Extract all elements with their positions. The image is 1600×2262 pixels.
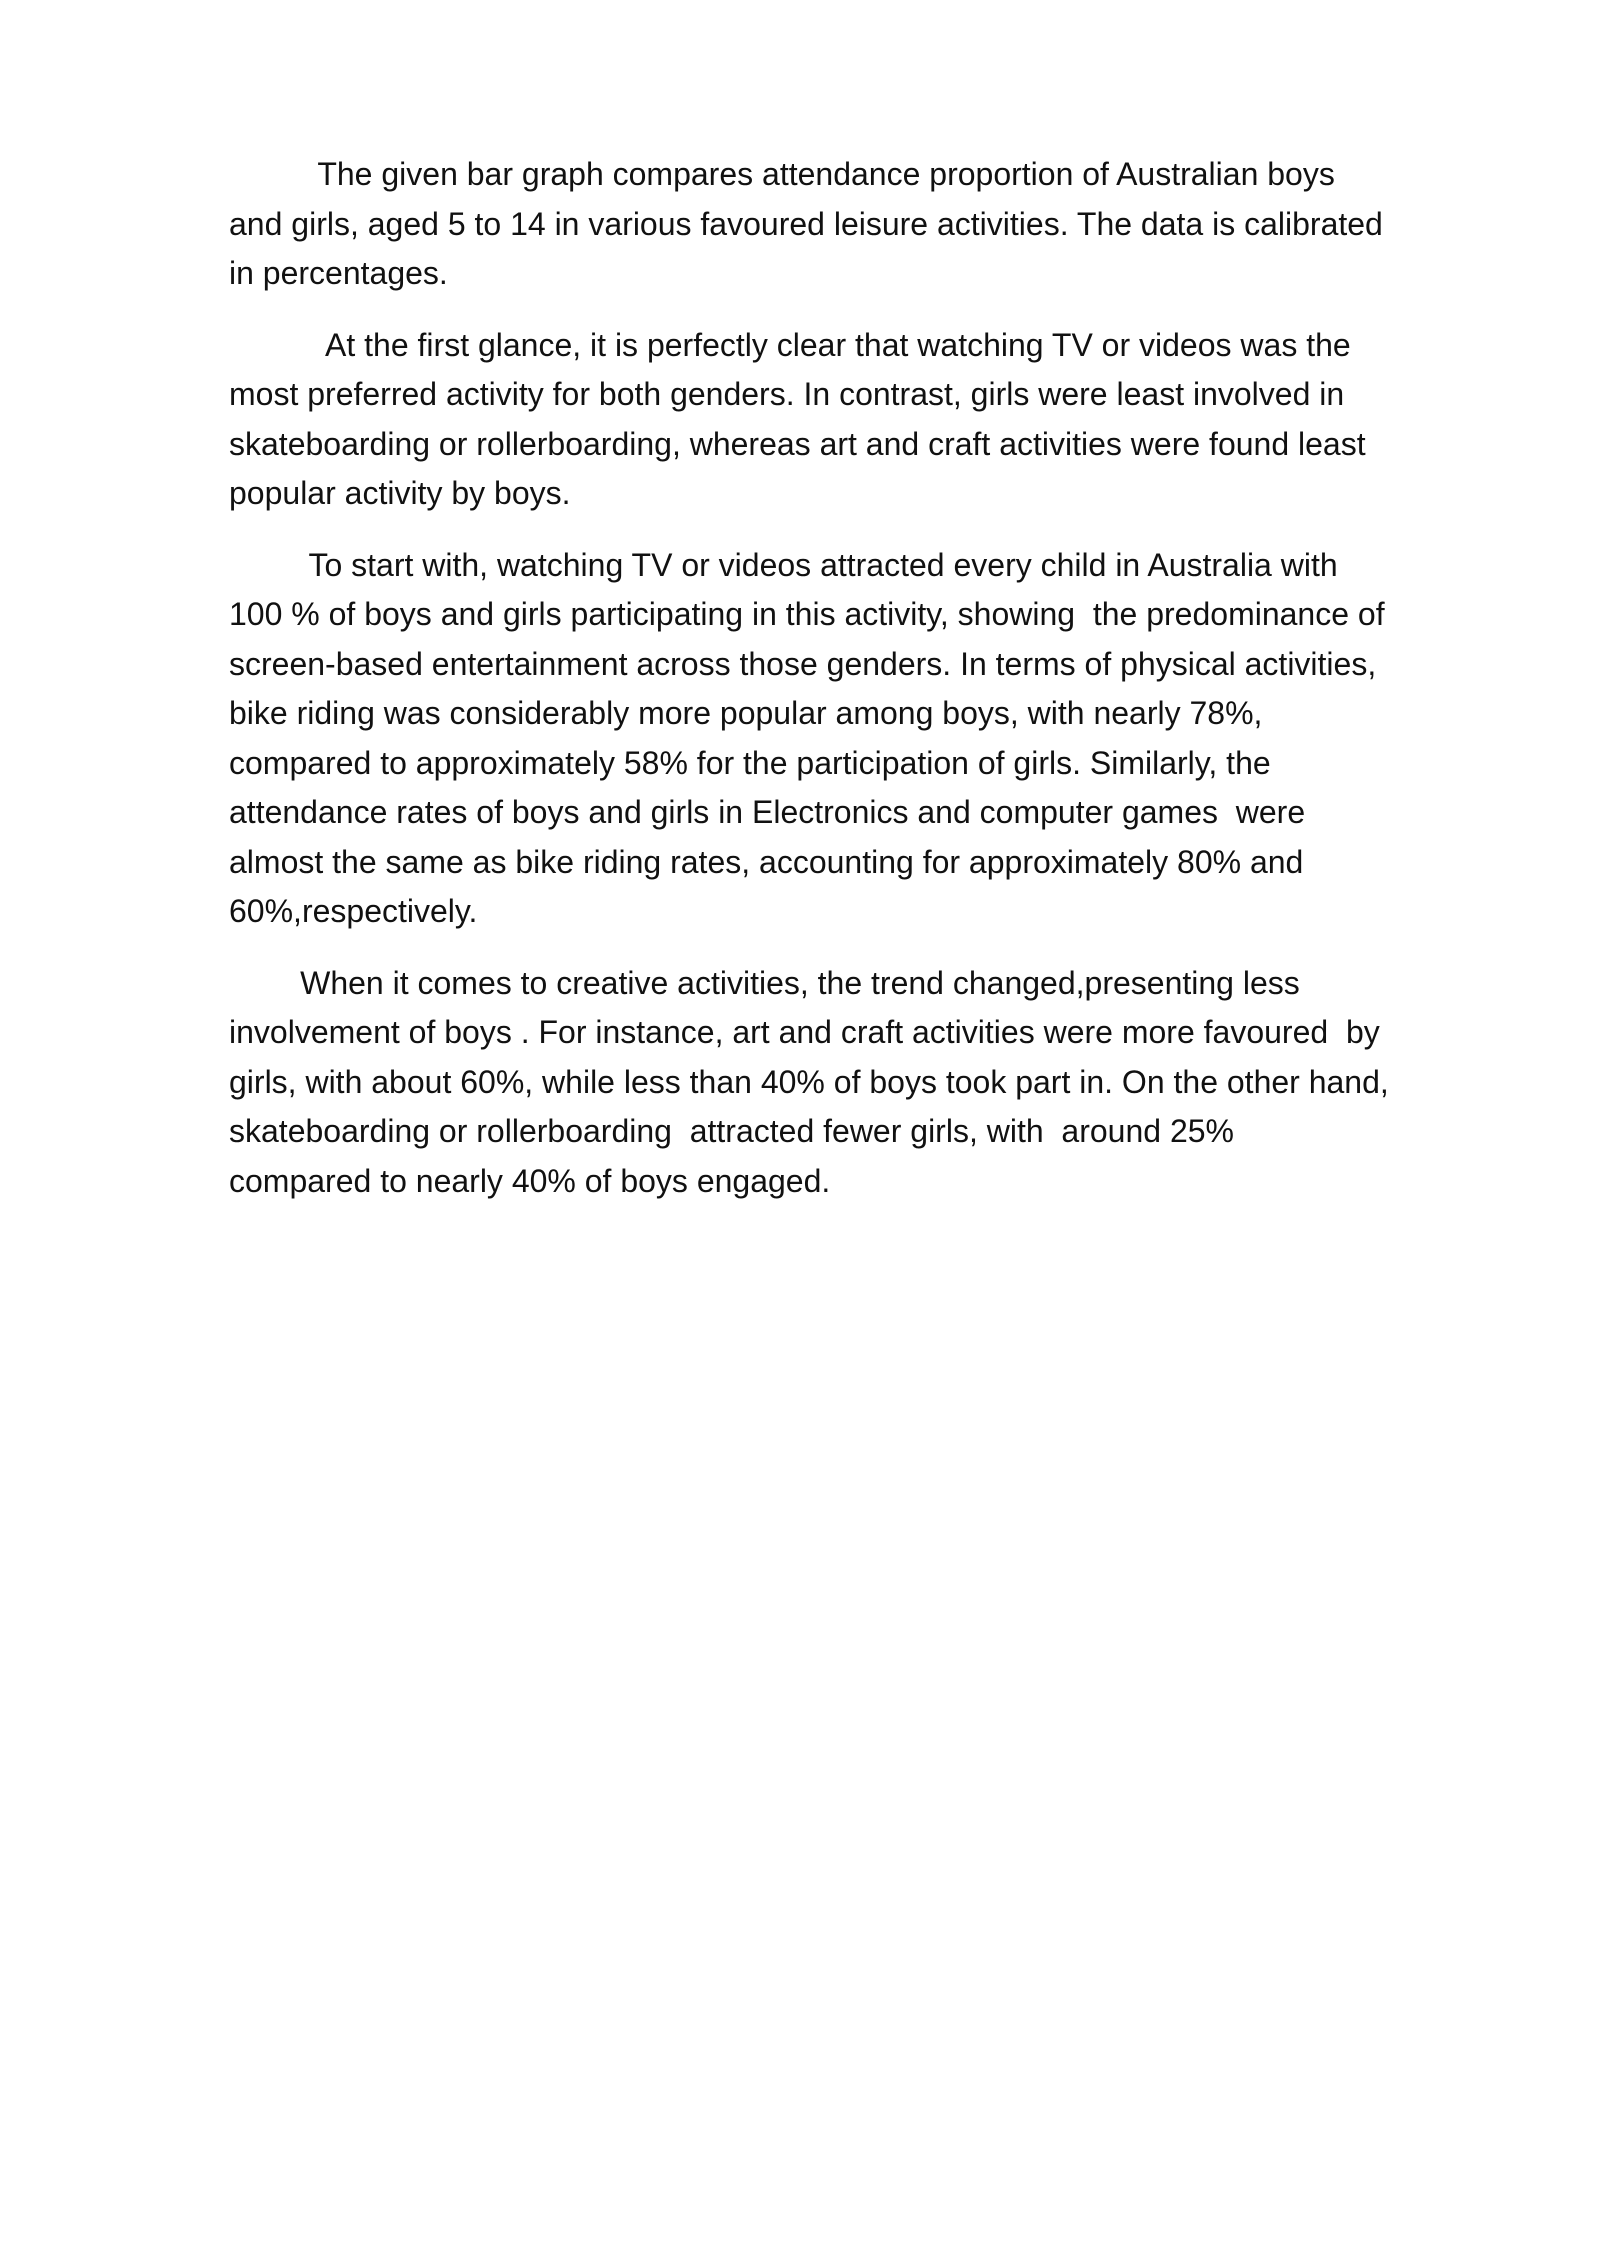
text-line: skateboarding or rollerboarding, whereas art and craft activities were found least xyxy=(229,425,1366,462)
text-line: compared to nearly 40% of boys engaged. xyxy=(229,1162,831,1199)
text-line: attendance rates of boys and girls in Electronics and computer games were xyxy=(229,794,1306,830)
paragraph-body-1 xyxy=(229,541,1504,937)
paragraph-body-2 xyxy=(229,959,1504,1207)
paragraph-introduction xyxy=(229,150,1504,299)
text-line: When it comes to creative activities, the trend changed,presenting less xyxy=(229,964,1300,1001)
text-line: and girls, aged 5 to 14 in various favoured leisure activities. The data is calibrated xyxy=(229,205,1383,242)
text-line: skateboarding or rollerboarding attracted fewer girls, with around 25% xyxy=(229,1113,1234,1149)
text-line: girls, with about 60%, while less than 40% of boys took part in. On the other hand, xyxy=(229,1063,1389,1100)
text-line: compared to approximately 58% for the participation of girls. Similarly, the xyxy=(229,744,1271,781)
text-line: most preferred activity for both genders. In contrast, girls were least involved in xyxy=(229,376,1345,412)
text-line: almost the same as bike riding rates, accounting for approximately 80% and xyxy=(229,843,1304,880)
text-line: 60%,respectively. xyxy=(229,893,478,929)
text-line: At the first glance, it is perfectly clear that watching TV or videos was the xyxy=(229,326,1351,363)
text-line: The given bar graph compares attendance proportion of Australian boys xyxy=(229,156,1335,192)
text-line: involvement of boys . For instance, art and craft activities were more favoured by xyxy=(229,1014,1380,1050)
text-line: bike riding was considerably more popular among boys, with nearly 78%, xyxy=(229,695,1263,731)
text-line: screen-based entertainment across those genders. In terms of physical activities, xyxy=(229,645,1377,682)
text-line: popular activity by boys. xyxy=(229,475,571,511)
text-line: To start with, watching TV or videos attracted every child in Australia with xyxy=(229,546,1338,583)
text-line: in percentages. xyxy=(229,255,448,291)
paragraph-overview xyxy=(229,321,1504,519)
text-line: 100 % of boys and girls participating in this activity, showing the predominance of xyxy=(229,596,1385,632)
document-body xyxy=(229,150,1504,1228)
